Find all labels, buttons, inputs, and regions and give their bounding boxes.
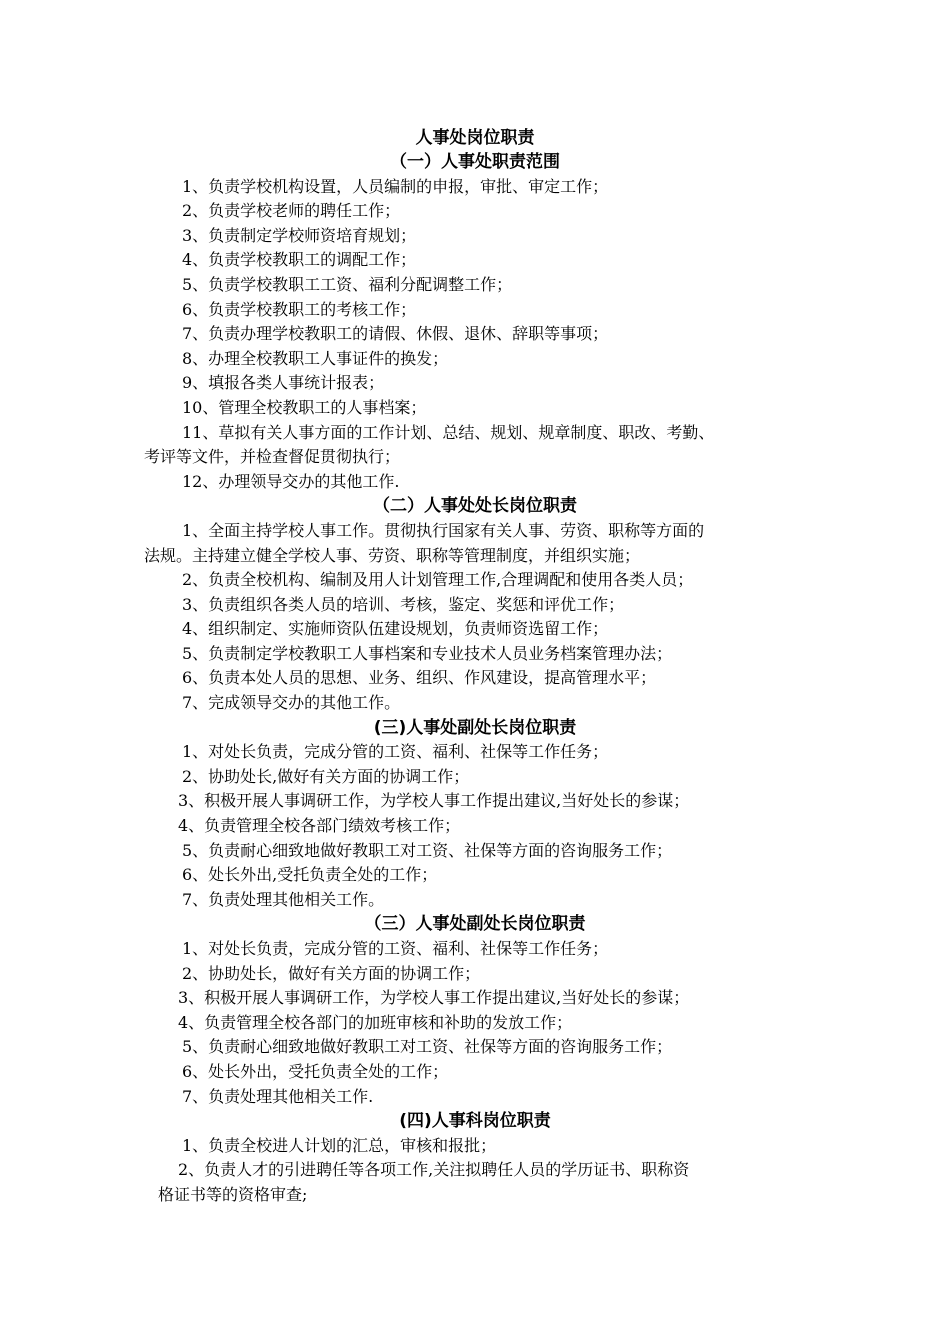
paragraph-line: 3、负责组织各类人员的培训、考核，鉴定、奖惩和评优工作； <box>182 594 625 614</box>
paragraph-line: 8、办理全校教职工人事证件的换发； <box>182 348 449 368</box>
paragraph-line: 4、负责管理全校各部门绩效考核工作； <box>178 816 461 836</box>
paragraph-line: 3、积极开展人事调研工作，为学校人事工作提出建议,当好处长的参谋； <box>178 988 690 1008</box>
paragraph-line: 4、组织制定、实施师资队伍建设规划，负责师资选留工作； <box>182 619 609 639</box>
section-director <box>0 494 950 715</box>
paragraph-line: 2、负责人才的引进聘任等各项工作,关注拟聘任人员的学历证书、职称资 <box>178 1160 690 1180</box>
section-heading: （三）人事处副处长岗位职责 <box>364 914 586 935</box>
section-scope <box>0 150 950 494</box>
paragraph-line: 6、处长外出，受托负责全处的工作； <box>182 1061 449 1081</box>
paragraph-line: 1、负责全校进人计划的汇总，审核和报批； <box>182 1135 497 1155</box>
paragraph-line: 法规。主持建立健全学校人事、劳资、职称等管理制度，并组织实施； <box>144 545 641 565</box>
paragraph-line: 3、负责制定学校师资培育规划； <box>182 225 417 245</box>
paragraph-line: 7、完成领导交办的其他工作。 <box>182 693 401 713</box>
section-deputy-director-b <box>0 912 950 1109</box>
section-heading: (四)人事科岗位职责 <box>399 1111 551 1132</box>
paragraph-line: 1、对处长负责，完成分管的工资、福利、社保等工作任务； <box>182 742 609 762</box>
paragraph-line: 7、负责处理其他相关工作. <box>182 1086 374 1106</box>
section-heading: （二）人事处处长岗位职责 <box>373 496 577 517</box>
paragraph-line: 5、负责制定学校教职工人事档案和专业技术人员业务档案管理办法； <box>182 643 673 663</box>
paragraph-line: 2、协助处长，做好有关方面的协调工作； <box>182 963 481 983</box>
section-deputy-director-a <box>0 716 950 913</box>
paragraph-line: 2、负责全校机构、编制及用人计划管理工作,合理调配和使用各类人员； <box>182 570 694 590</box>
paragraph-line: 7、负责处理其他相关工作。 <box>182 889 385 909</box>
paragraph-line: 2、协助处长,做好有关方面的协调工作； <box>182 766 470 786</box>
paragraph-line: 3、积极开展人事调研工作，为学校人事工作提出建议,当好处长的参谋； <box>178 791 690 811</box>
document-title: 人事处岗位职责 <box>415 128 535 148</box>
paragraph-line: 5、负责学校教职工工资、福利分配调整工作； <box>182 274 513 294</box>
paragraph-line: 1、对处长负责，完成分管的工资、福利、社保等工作任务； <box>182 939 609 958</box>
paragraph-line: 10、管理全校教职工的人事档案； <box>182 397 427 417</box>
section-heading: （一）人事处职责范围 <box>390 152 560 172</box>
section-personnel-office <box>0 1109 950 1207</box>
paragraph-line: 考评等文件，并检查督促贯彻执行； <box>144 447 401 467</box>
paragraph-line: 5、负责耐心细致地做好教职工对工资、社保等方面的咨询服务工作； <box>182 1037 673 1057</box>
paragraph-line: 4、负责学校教职工的调配工作； <box>182 250 417 270</box>
paragraph-line: 格证书等的资格审查; <box>158 1184 308 1204</box>
paragraph-line: 7、负责办理学校教职工的请假、休假、退休、辞职等事项； <box>182 324 609 344</box>
paragraph-line: 6、负责本处人员的思想、业务、组织、作风建设，提高管理水平； <box>182 668 657 688</box>
paragraph-line: 11、草拟有关人事方面的工作计划、总结、规划、规章制度、职改、考勤、 <box>182 422 715 442</box>
paragraph-line: 5、负责耐心细致地做好教职工对工资、社保等方面的咨询服务工作； <box>182 840 673 860</box>
document-body <box>0 150 950 1208</box>
paragraph-line: 6、处长外出,受托负责全处的工作； <box>182 865 438 885</box>
paragraph-line: 2、负责学校老师的聘任工作； <box>182 201 401 221</box>
paragraph-line: 9、填报各类人事统计报表； <box>182 373 385 393</box>
paragraph-line: 12、办理领导交办的其他工作. <box>182 471 400 491</box>
paragraph-line: 6、负责学校教职工的考核工作； <box>182 299 417 319</box>
section-heading: (三)人事处副处长岗位职责 <box>373 717 577 738</box>
paragraph-line: 1、全面主持学校人事工作。贯彻执行国家有关人事、劳资、职称等方面的 <box>182 520 705 540</box>
paragraph-line: 1、负责学校机构设置，人员编制的申报，审批、审定工作； <box>182 176 609 196</box>
paragraph-line: 4、负责管理全校各部门的加班审核和补助的发放工作； <box>178 1012 573 1032</box>
